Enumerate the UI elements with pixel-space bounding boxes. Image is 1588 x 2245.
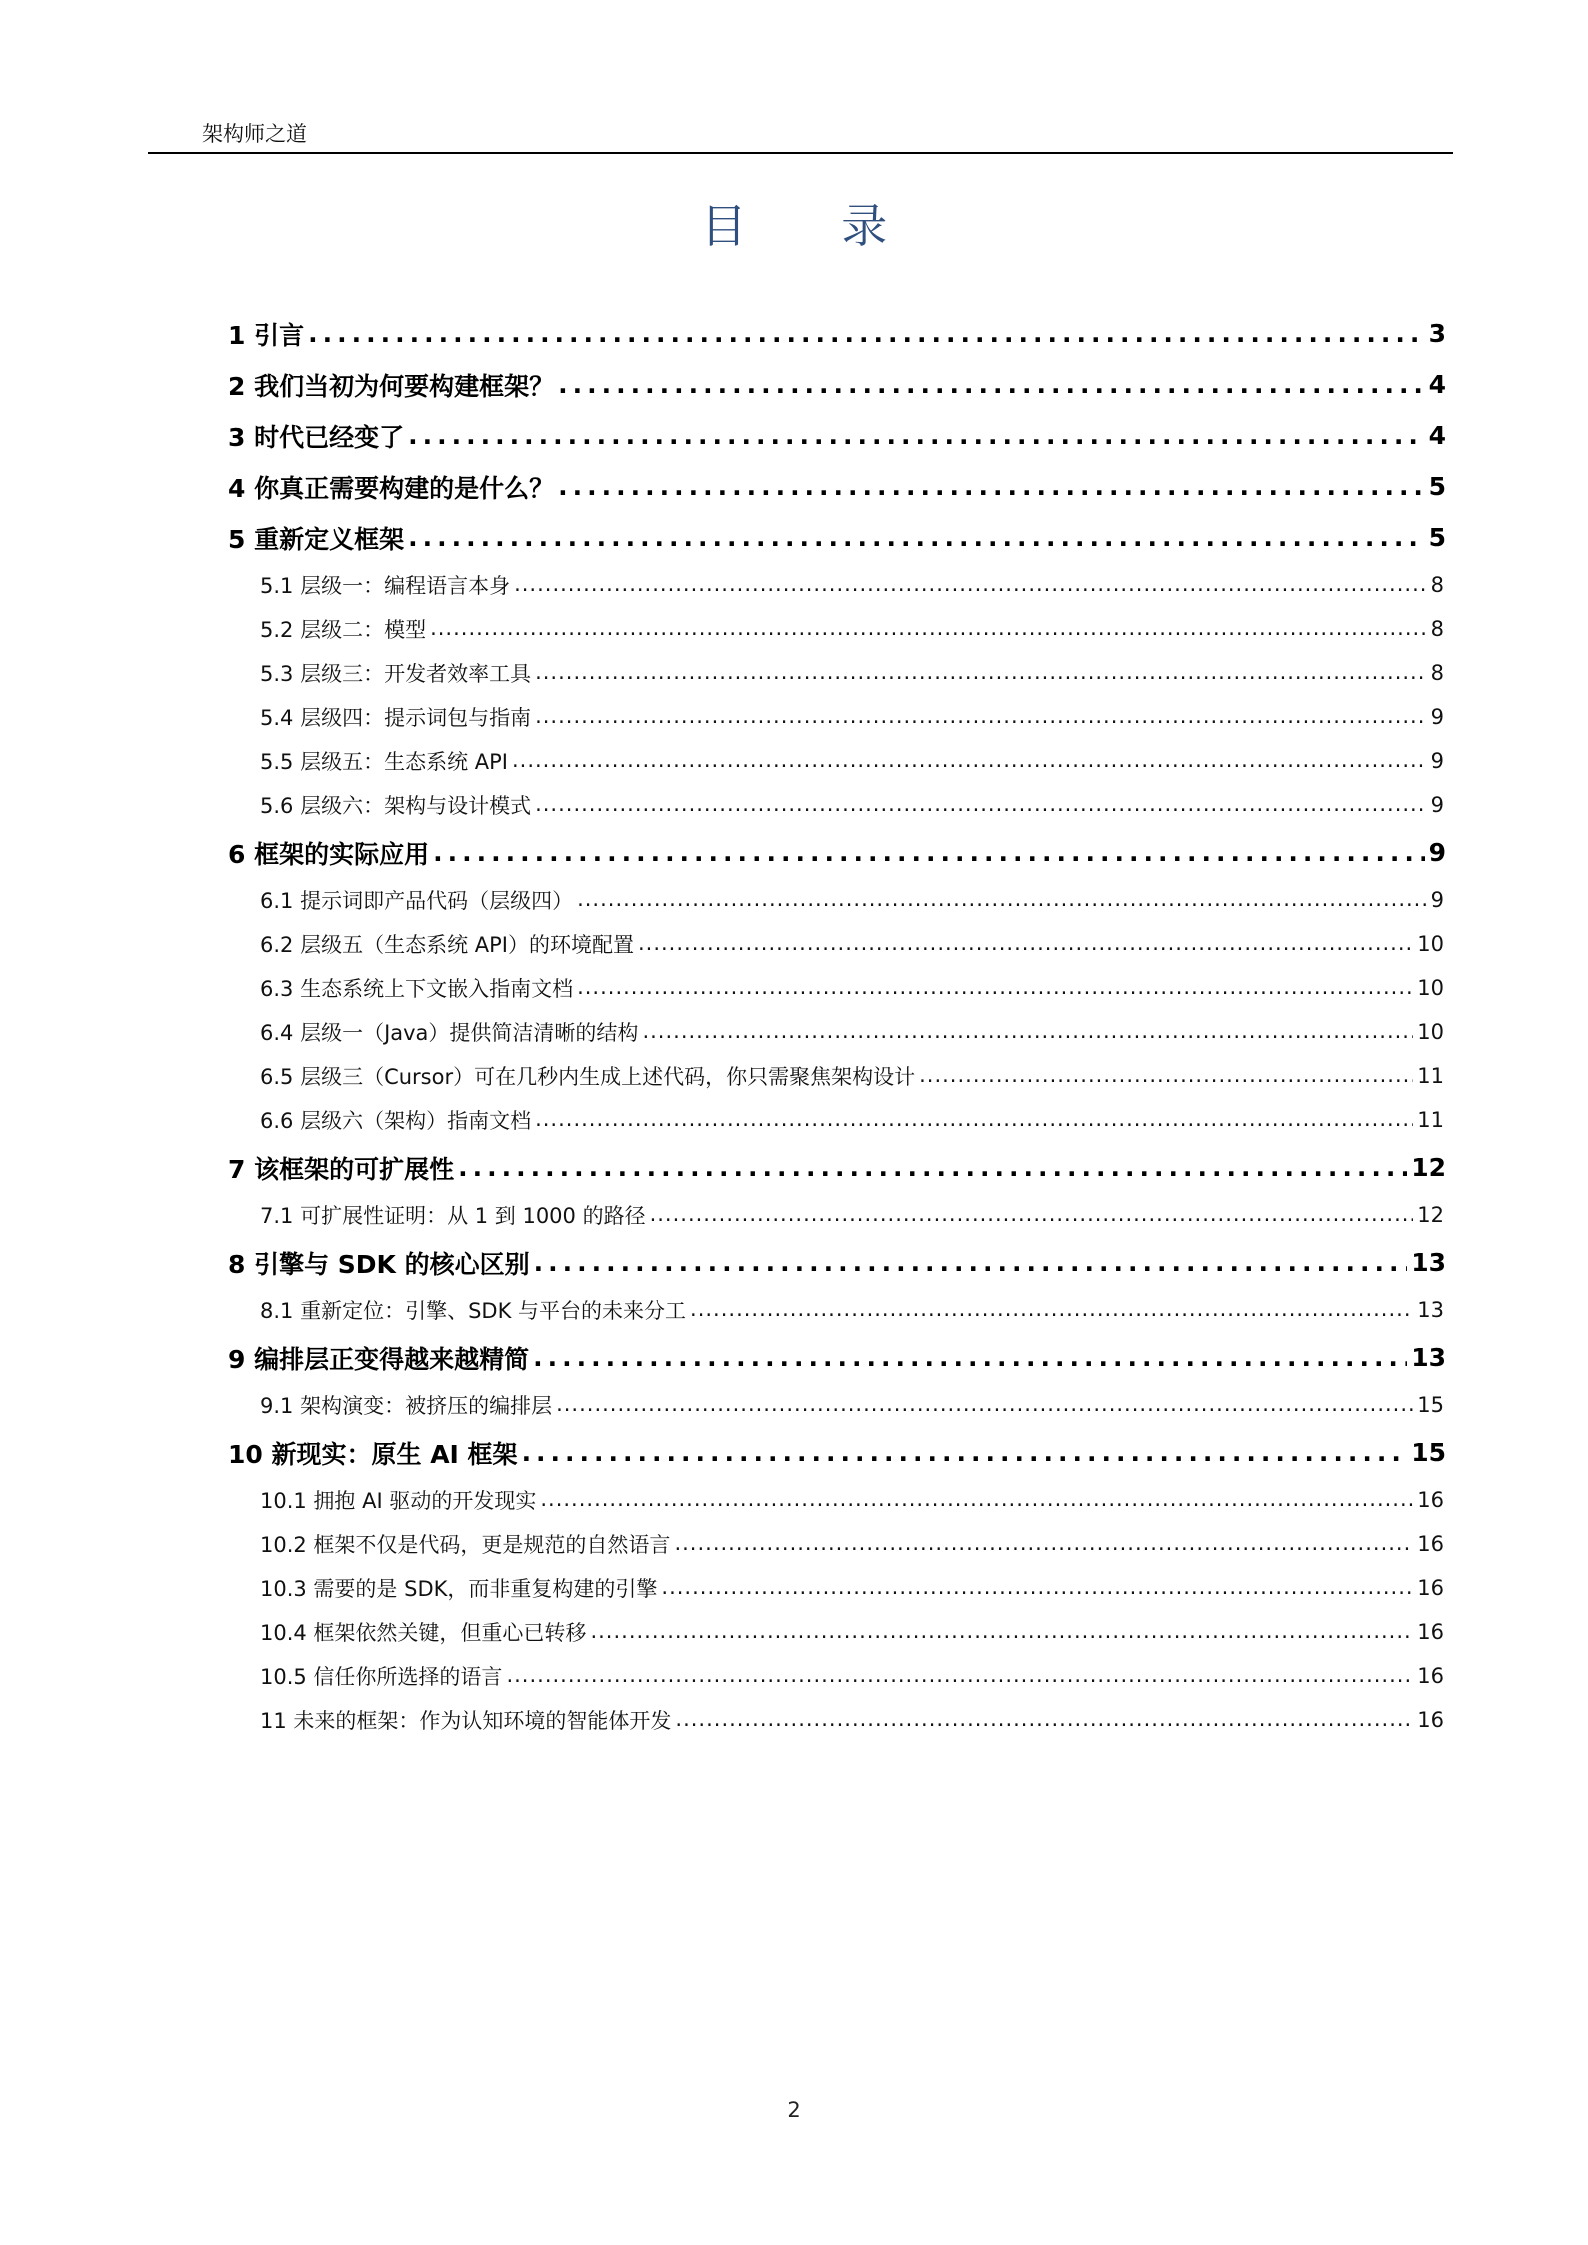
- toc-entry-page: 8: [1430, 573, 1444, 597]
- toc-entry-label: 10.4 框架依然关键，但重心已转移: [260, 1621, 587, 1645]
- toc-section-entry[interactable]: [228, 651, 1448, 695]
- dot-leader: [408, 421, 1424, 451]
- toc-entry-label: 8.1 重新定位：引擎、SDK 与平台的未来分工: [260, 1299, 687, 1323]
- dot-leader: [430, 616, 1427, 642]
- toc-entry-label: 5.4 层级四：提示词包与指南: [260, 706, 532, 730]
- table-of-contents: [228, 308, 1448, 1742]
- toc-chapter-entry[interactable]: [228, 1237, 1448, 1288]
- page-header: [148, 108, 1453, 154]
- toc-entry-label: 10.3 需要的是 SDK，而非重复构建的引擎: [260, 1577, 658, 1601]
- dot-leader: [558, 472, 1424, 502]
- toc-section-entry[interactable]: [228, 1054, 1448, 1098]
- dot-leader: [650, 1202, 1414, 1228]
- dot-leader: [433, 838, 1424, 868]
- toc-section-entry[interactable]: [228, 1610, 1448, 1654]
- dot-leader: [638, 931, 1413, 957]
- toc-section-entry[interactable]: [228, 922, 1448, 966]
- toc-entry-label: 10.2 框架不仅是代码，更是规范的自然语言: [260, 1533, 671, 1557]
- toc-chapter-entry[interactable]: [228, 410, 1448, 461]
- toc-entry-page: 4: [1428, 421, 1446, 450]
- dot-leader: [642, 1019, 1413, 1045]
- toc-entry-page: 8: [1430, 617, 1444, 641]
- toc-chapter-entry[interactable]: [228, 1427, 1448, 1478]
- toc-entry-label: 9.1 架构演变：被挤压的编排层: [260, 1394, 553, 1418]
- toc-chapter-entry[interactable]: [228, 461, 1448, 512]
- toc-chapter-entry[interactable]: [228, 308, 1448, 359]
- toc-entry-page: 8: [1430, 661, 1444, 685]
- dot-leader: [556, 1392, 1413, 1418]
- dot-leader: [558, 370, 1424, 400]
- toc-section-entry[interactable]: [228, 1698, 1448, 1742]
- dot-leader: [533, 1343, 1407, 1373]
- toc-entry-label: 6.1 提示词即产品代码（层级四）: [260, 889, 574, 913]
- toc-section-entry[interactable]: [228, 878, 1448, 922]
- toc-section-entry[interactable]: [228, 739, 1448, 783]
- toc-entry-page: 9: [1428, 838, 1446, 867]
- dot-leader: [675, 1707, 1413, 1733]
- dot-leader: [514, 572, 1427, 598]
- page-title: 目 录: [700, 199, 928, 253]
- toc-entry-label: 10.5 信任你所选择的语言: [260, 1665, 503, 1689]
- toc-entry-page: 15: [1411, 1438, 1446, 1467]
- toc-entry-label: 2 我们当初为何要构建框架？: [228, 371, 555, 401]
- toc-entry-page: 4: [1428, 370, 1446, 399]
- toc-entry-label: 11 未来的框架：作为认知环境的智能体开发: [260, 1709, 672, 1733]
- dot-leader: [512, 748, 1427, 774]
- dot-leader: [458, 1153, 1407, 1183]
- dot-leader: [577, 887, 1427, 913]
- toc-entry-label: 5.3 层级三：开发者效率工具: [260, 662, 532, 686]
- toc-entry-page: 9: [1430, 888, 1444, 912]
- toc-chapter-entry[interactable]: [228, 1332, 1448, 1383]
- toc-entry-page: 5: [1428, 472, 1446, 501]
- dot-leader: [590, 1619, 1413, 1645]
- toc-section-entry[interactable]: [228, 1010, 1448, 1054]
- dot-leader: [577, 975, 1413, 1001]
- toc-entry-label: 6.3 生态系统上下文嵌入指南文档: [260, 977, 574, 1001]
- toc-entry-page: 13: [1417, 1298, 1444, 1322]
- toc-entry-label: 4 你真正需要构建的是什么？: [228, 473, 555, 503]
- toc-entry-label: 1 引言: [228, 320, 305, 350]
- toc-entry-page: 16: [1417, 1576, 1444, 1600]
- toc-entry-label: 3 时代已经变了: [228, 422, 405, 452]
- toc-entry-page: 11: [1417, 1108, 1444, 1132]
- toc-section-entry[interactable]: [228, 1566, 1448, 1610]
- toc-entry-page: 13: [1411, 1343, 1446, 1372]
- toc-entry-label: 8 引擎与 SDK 的核心区别: [228, 1249, 530, 1279]
- toc-section-entry[interactable]: [228, 607, 1448, 651]
- toc-entry-label: 5.5 层级五：生态系统 API: [260, 750, 508, 774]
- page-number: 2: [787, 2098, 801, 2122]
- toc-section-entry[interactable]: [228, 783, 1448, 827]
- toc-entry-label: 10 新现实：原生 AI 框架: [228, 1439, 518, 1469]
- dot-leader: [535, 704, 1427, 730]
- dot-leader: [535, 792, 1427, 818]
- toc-entry-label: 7 该框架的可扩展性: [228, 1154, 455, 1184]
- toc-section-entry[interactable]: [228, 1383, 1448, 1427]
- dot-leader: [661, 1575, 1413, 1601]
- toc-entry-page: 13: [1411, 1248, 1446, 1277]
- toc-chapter-entry[interactable]: [228, 1142, 1448, 1193]
- dot-leader: [540, 1487, 1413, 1513]
- toc-entry-label: 5.1 层级一：编程语言本身: [260, 574, 511, 598]
- toc-entry-label: 5 重新定义框架: [228, 524, 405, 554]
- toc-section-entry[interactable]: [228, 966, 1448, 1010]
- toc-section-entry[interactable]: [228, 563, 1448, 607]
- toc-entry-page: 3: [1428, 319, 1446, 348]
- dot-leader: [674, 1531, 1413, 1557]
- toc-entry-page: 10: [1417, 932, 1444, 956]
- dot-leader: [506, 1663, 1413, 1689]
- toc-entry-page: 16: [1417, 1532, 1444, 1556]
- toc-entry-page: 16: [1417, 1708, 1444, 1732]
- dot-leader: [690, 1297, 1413, 1323]
- toc-section-entry[interactable]: [228, 1654, 1448, 1698]
- toc-entry-page: 16: [1417, 1664, 1444, 1688]
- toc-entry-page: 15: [1417, 1393, 1444, 1417]
- toc-entry-page: 16: [1417, 1620, 1444, 1644]
- toc-entry-label: 6.4 层级一（Java）提供简洁清晰的结构: [260, 1021, 639, 1045]
- toc-entry-page: 9: [1430, 705, 1444, 729]
- toc-entry-page: 10: [1417, 976, 1444, 1000]
- dot-leader: [535, 1107, 1413, 1133]
- toc-entry-page: 5: [1428, 523, 1446, 552]
- dot-leader: [535, 660, 1427, 686]
- toc-chapter-entry[interactable]: [228, 827, 1448, 878]
- toc-entry-page: 12: [1417, 1203, 1444, 1227]
- toc-entry-label: 5.2 层级二：模型: [260, 618, 427, 642]
- toc-section-entry[interactable]: [228, 1098, 1448, 1142]
- dot-leader: [522, 1438, 1408, 1468]
- toc-chapter-entry[interactable]: [228, 512, 1448, 563]
- toc-entry-page: 12: [1411, 1153, 1446, 1182]
- toc-section-entry[interactable]: [228, 1193, 1448, 1237]
- toc-entry-page: 10: [1417, 1020, 1444, 1044]
- toc-entry-label: 6.2 层级五（生态系统 API）的环境配置: [260, 933, 634, 957]
- dot-leader: [308, 319, 1424, 349]
- dot-leader: [408, 523, 1424, 553]
- dot-leader: [919, 1063, 1413, 1089]
- toc-entry-label: 6.6 层级六（架构）指南文档: [260, 1109, 532, 1133]
- toc-entry-label: 10.1 拥抱 AI 驱动的开发现实: [260, 1489, 537, 1513]
- toc-entry-page: 9: [1430, 749, 1444, 773]
- toc-section-entry[interactable]: [228, 695, 1448, 739]
- dot-leader: [534, 1248, 1408, 1278]
- toc-entry-label: 6.5 层级三（Cursor）可在几秒内生成上述代码，你只需聚焦架构设计: [260, 1065, 916, 1089]
- toc-section-entry[interactable]: [228, 1522, 1448, 1566]
- toc-entry-page: 11: [1417, 1064, 1444, 1088]
- toc-entry-page: 9: [1430, 793, 1444, 817]
- toc-section-entry[interactable]: [228, 1288, 1448, 1332]
- toc-entry-label: 7.1 可扩展性证明：从 1 到 1000 的路径: [260, 1204, 646, 1228]
- toc-entry-label: 6 框架的实际应用: [228, 839, 430, 869]
- toc-section-entry[interactable]: [228, 1478, 1448, 1522]
- header-text: 架构师之道: [202, 122, 307, 146]
- toc-chapter-entry[interactable]: [228, 359, 1448, 410]
- toc-entry-label: 5.6 层级六：架构与设计模式: [260, 794, 532, 818]
- toc-entry-label: 9 编排层正变得越来越精简: [228, 1344, 530, 1374]
- toc-entry-page: 16: [1417, 1488, 1444, 1512]
